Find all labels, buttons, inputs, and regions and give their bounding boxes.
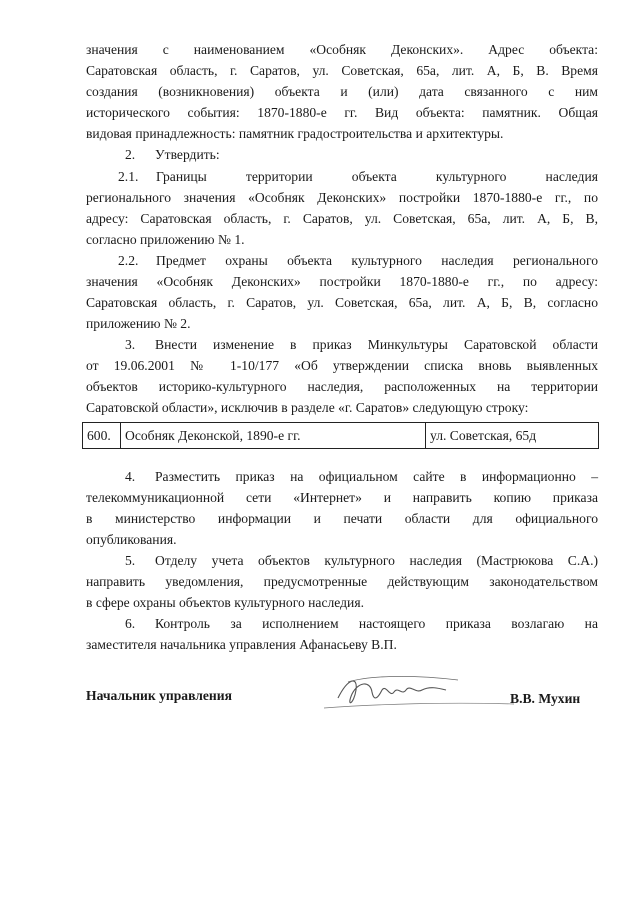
item-2-2 [118, 252, 598, 269]
item-text: Контроль за исполнением настоящего приказа возлагаю на [155, 616, 598, 631]
item-text: Утвердить: [155, 147, 220, 162]
paragraph-line: направить уведомления, предусмотренные действующим законодательством [86, 574, 598, 589]
item-number: 6. [125, 616, 136, 631]
paragraph-line: согласно приложению № 1. [86, 232, 245, 247]
item-4 [125, 468, 598, 485]
paragraph-line: в сфере охраны объектов культурного наследия. [86, 595, 364, 610]
row-number: 600. [83, 423, 121, 449]
signatory-title: Начальник управления [86, 688, 232, 703]
paragraph-line: телекоммуникационной сети «Интернет» и направить копию приказа [86, 490, 598, 505]
paragraph-line: адресу: Саратовская область, г. Саратов, ул. Советская, 65а, лит. А, Б, В, [86, 211, 598, 226]
paragraph-line: значения с наименованием «Особняк Деконских». Адрес объекта: [86, 42, 598, 57]
handwritten-signature [318, 668, 518, 718]
item-number: 4. [125, 469, 136, 484]
object-name: Особняк Деконской, 1890-е гг. [121, 423, 426, 449]
item-5 [125, 552, 598, 569]
item-number: 2. [125, 147, 136, 162]
item-number: 3. [125, 337, 136, 352]
item-2 [125, 146, 598, 163]
paragraph-line: объектов историко-культурного наследия, расположенных на территории [86, 379, 598, 394]
item-number: 2.1. [118, 169, 139, 184]
paragraph-line: Саратовская область, г. Саратов, ул. Советская, 65а, лит. А, Б, В. Время [86, 63, 598, 78]
item-text: Границы территории объекта культурного наследия [156, 169, 598, 184]
item-text: Внести изменение в приказ Минкультуры Саратовской области [155, 337, 598, 352]
signatory-name: В.В. Мухин [510, 691, 581, 706]
item-2-1 [118, 168, 598, 185]
item-6 [125, 615, 598, 632]
paragraph-line: создания (возникновения) объекта и (или) дата связанного с ним [86, 84, 598, 99]
item-text: Предмет охраны объекта культурного наследия регионального [156, 253, 598, 268]
item-text: Разместить приказ на официальном сайте в информационно – [155, 469, 598, 484]
paragraph-line: значения «Особняк Деконских» постройки 1870-1880-е гг., по адресу: [86, 274, 598, 289]
excluded-row-table [82, 422, 599, 449]
paragraph-line: в министерство информации и печати области для официального [86, 511, 598, 526]
paragraph-line: приложению № 2. [86, 316, 191, 331]
paragraph-line: опубликования. [86, 532, 177, 547]
item-3 [125, 336, 598, 353]
paragraph-line: заместителя начальника управления Афанасьеву В.П. [86, 637, 397, 652]
item-number: 5. [125, 553, 136, 568]
paragraph-line: Саратовской области», исключив в разделе «г. Саратов» следующую строку: [86, 400, 529, 415]
paragraph-line: регионального значения «Особняк Деконских» постройки 1870-1880-е гг., по [86, 190, 598, 205]
paragraph-line: от 19.06.2001 № 1-10/177 «Об утверждении списка вновь выявленных [86, 358, 598, 373]
paragraph-line: видовая принадлежность: памятник градостроительства и архитектуры. [86, 126, 504, 141]
paragraph-line: исторического события: 1870-1880-е гг. Вид объекта: памятник. Общая [86, 105, 598, 120]
object-address: ул. Советская, 65д [426, 423, 599, 449]
paragraph-line: Саратовская область, г. Саратов, ул. Советская, 65а, лит. А, Б, В, согласно [86, 295, 598, 310]
item-text: Отделу учета объектов культурного наследия (Мастрюкова С.А.) [155, 553, 598, 568]
table-row [83, 423, 599, 449]
item-number: 2.2. [118, 253, 139, 268]
